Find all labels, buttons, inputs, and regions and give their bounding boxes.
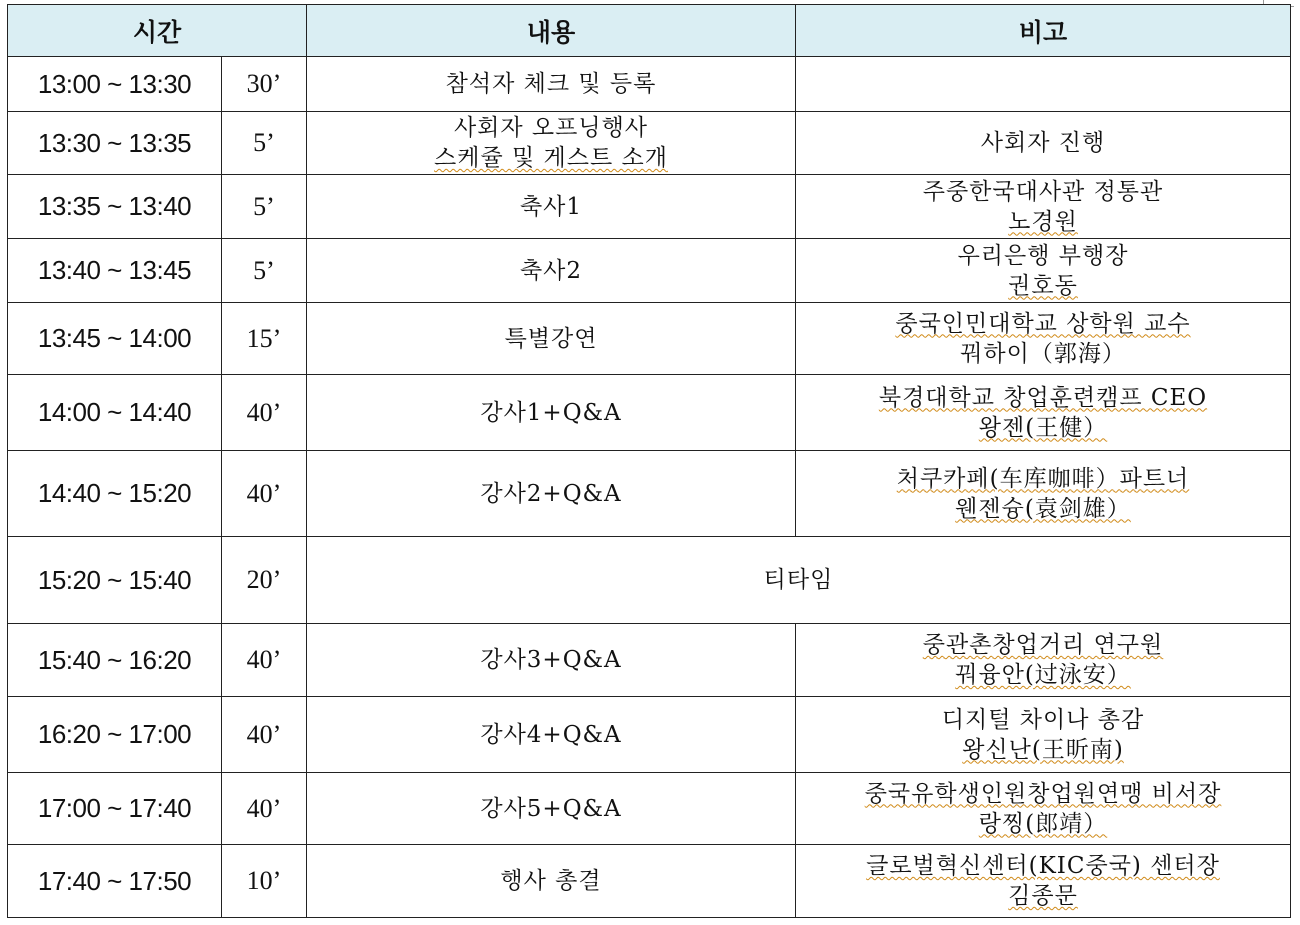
note-line: 디지털 차이나 총감	[941, 706, 1145, 733]
note-line: 왕젠(王健）	[978, 414, 1108, 441]
note-line: 왕신난(王昕南)	[962, 736, 1124, 763]
header-content: 내용	[307, 5, 796, 57]
note-line: 우리은행 부행장	[957, 242, 1129, 269]
note-line: 주중한국대사관 정통관	[922, 178, 1164, 205]
note-line: 꿔하이（郭海）	[960, 340, 1126, 367]
content-line: 축사2	[519, 257, 583, 284]
time-cell: 13:45 ~ 14:00	[8, 303, 222, 375]
note-line: 랑찡(郎靖）	[978, 810, 1108, 837]
note-line: 중관촌창업거리 연구원	[922, 632, 1164, 658]
duration-cell: 40’	[222, 624, 307, 697]
duration-cell: 5’	[222, 239, 307, 303]
table-row	[8, 537, 1291, 624]
content-cell	[307, 57, 796, 112]
duration-cell: 15’	[222, 303, 307, 375]
note-cell	[796, 57, 1291, 112]
note-cell	[796, 239, 1291, 303]
duration-cell: 40’	[222, 773, 307, 845]
table-row	[8, 175, 1291, 239]
content-line: 특별강연	[504, 325, 598, 352]
note-cell	[796, 175, 1291, 239]
header-time: 시간	[8, 5, 307, 57]
content-line: 참석자 체크 및 등록	[445, 71, 657, 97]
content-line: 강사4+Q&A	[480, 721, 622, 748]
table-row	[8, 697, 1291, 773]
note-line: 웬젠슝(袁剑雄）	[955, 495, 1131, 522]
header-note: 비고	[796, 5, 1291, 57]
note-line: 중국유학생인원창업원연맹 비서장	[864, 780, 1222, 807]
duration-cell: 40’	[222, 375, 307, 451]
content-line: 강사2+Q&A	[480, 480, 622, 507]
note-line: 글로벌혁신센터(KIC중국) 센터장	[866, 853, 1220, 879]
note-line: 북경대학교 창업훈련캠프 CEO	[878, 384, 1208, 411]
content-line: 강사5+Q&A	[480, 795, 622, 822]
note-line: 사회자 진행	[980, 130, 1106, 156]
header-row	[8, 5, 1291, 57]
note-cell	[796, 773, 1291, 845]
content-cell	[307, 697, 796, 773]
content-line: 강사3+Q&A	[480, 647, 622, 673]
time-cell: 15:20 ~ 15:40	[8, 537, 222, 624]
time-cell: 13:30 ~ 13:35	[8, 112, 222, 175]
note-cell	[796, 845, 1291, 918]
content-line: 강사1+Q&A	[480, 399, 622, 426]
content-cell	[307, 175, 796, 239]
note-line: 노경원	[1008, 208, 1078, 235]
table-row	[8, 624, 1291, 697]
content-cell	[307, 624, 796, 697]
content-line: 티타임	[763, 567, 834, 593]
note-cell	[796, 697, 1291, 773]
duration-cell: 5’	[222, 175, 307, 239]
content-cell	[307, 845, 796, 918]
duration-cell: 20’	[222, 537, 307, 624]
duration-cell: 30’	[222, 57, 307, 112]
duration-cell: 40’	[222, 697, 307, 773]
table-row	[8, 57, 1291, 112]
schedule-table	[7, 4, 1291, 918]
note-line: 중국인민대학교 상학원 교수	[895, 310, 1191, 337]
table-row	[8, 773, 1291, 845]
time-cell: 13:40 ~ 13:45	[8, 239, 222, 303]
time-cell: 13:35 ~ 13:40	[8, 175, 222, 239]
content-cell	[307, 303, 796, 375]
content-cell	[307, 112, 796, 175]
time-cell: 14:40 ~ 15:20	[8, 451, 222, 537]
note-line: 처쿠카페(车库咖啡）파트너	[896, 465, 1190, 492]
duration-cell: 10’	[222, 845, 307, 918]
note-cell	[796, 451, 1291, 537]
note-line: 권호동	[1008, 272, 1078, 299]
note-cell	[796, 375, 1291, 451]
content-cell	[307, 773, 796, 845]
content-cell	[307, 451, 796, 537]
time-cell: 15:40 ~ 16:20	[8, 624, 222, 697]
note-line: 김종문	[1008, 883, 1078, 909]
table-row	[8, 845, 1291, 918]
note-cell	[796, 303, 1291, 375]
note-cell	[796, 112, 1291, 175]
table-row	[8, 112, 1291, 175]
time-cell: 16:20 ~ 17:00	[8, 697, 222, 773]
content-cell	[307, 375, 796, 451]
note-cell	[796, 624, 1291, 697]
duration-cell: 5’	[222, 112, 307, 175]
time-cell: 17:00 ~ 17:40	[8, 773, 222, 845]
time-cell: 13:00 ~ 13:30	[8, 57, 222, 112]
content-line: 스케쥴 및 게스트 소개	[434, 145, 668, 171]
time-cell: 14:00 ~ 14:40	[8, 375, 222, 451]
note-line: 꿔융안(过泳安）	[955, 662, 1131, 688]
content-cell	[307, 537, 1291, 624]
content-line: 축사1	[519, 193, 583, 220]
content-line: 행사 총결	[500, 868, 602, 894]
table-row	[8, 451, 1291, 537]
table-row	[8, 375, 1291, 451]
time-cell: 17:40 ~ 17:50	[8, 845, 222, 918]
table-row	[8, 239, 1291, 303]
table-row	[8, 303, 1291, 375]
content-line: 사회자 오프닝행사	[453, 115, 649, 141]
content-cell	[307, 239, 796, 303]
duration-cell: 40’	[222, 451, 307, 537]
